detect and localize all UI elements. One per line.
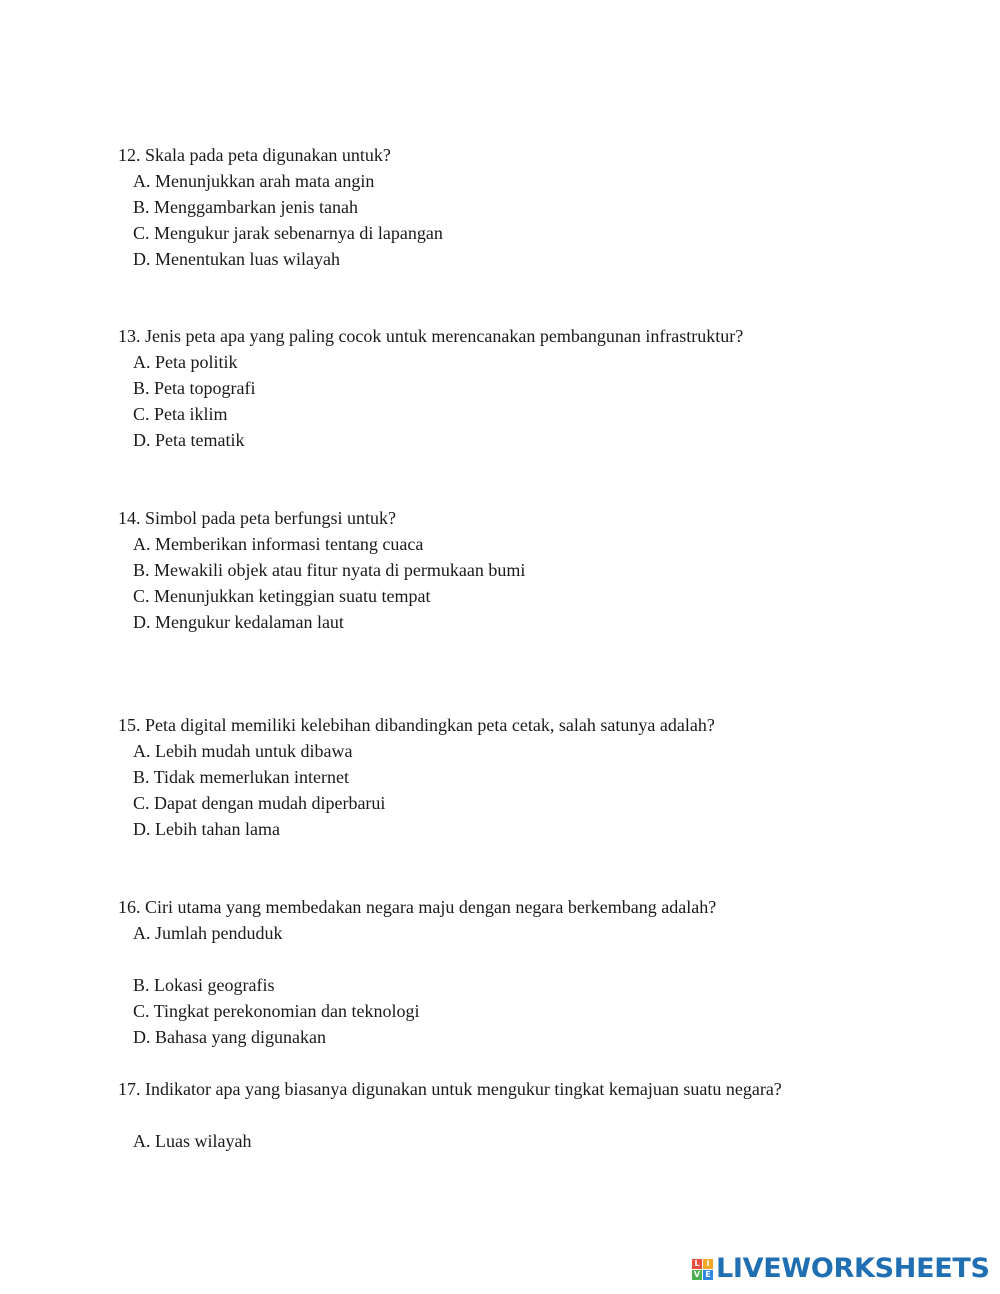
question-13-option-b[interactable]: B. Peta topografi <box>133 378 256 398</box>
logo-mark-tile: E <box>703 1270 713 1280</box>
question-15-option-b[interactable]: B. Tidak memerlukan internet <box>133 767 349 787</box>
question-12-text: 12. Skala pada peta digunakan untuk? <box>118 145 391 165</box>
question-13-option-a[interactable]: A. Peta politik <box>133 352 238 372</box>
question-12-option-c[interactable]: C. Mengukur jarak sebenarnya di lapangan <box>133 223 443 243</box>
logo-mark-tile: L <box>692 1259 702 1269</box>
question-16-option-d[interactable]: D. Bahasa yang digunakan <box>133 1027 326 1047</box>
question-14-option-d[interactable]: D. Mengukur kedalaman laut <box>133 612 344 632</box>
question-15-text: 15. Peta digital memiliki kelebihan dibandingkan peta cetak, salah satunya adalah? <box>118 715 715 735</box>
question-16-option-c[interactable]: C. Tingkat perekonomian dan teknologi <box>133 1001 420 1021</box>
question-12-option-d[interactable]: D. Menentukan luas wilayah <box>133 249 340 269</box>
question-17-option-a[interactable]: A. Luas wilayah <box>133 1131 252 1151</box>
liveworksheets-logo <box>692 1253 990 1285</box>
logo-mark-icon <box>692 1259 713 1280</box>
question-16-option-b[interactable]: B. Lokasi geografis <box>133 975 275 995</box>
question-15-option-c[interactable]: C. Dapat dengan mudah diperbarui <box>133 793 386 813</box>
question-16-option-a[interactable]: A. Jumlah penduduk <box>133 923 283 943</box>
question-15-option-a[interactable]: A. Lebih mudah untuk dibawa <box>133 741 353 761</box>
question-13-option-c[interactable]: C. Peta iklim <box>133 404 228 424</box>
question-13-text: 13. Jenis peta apa yang paling cocok untuk merencanakan pembangunan infrastruktur? <box>118 326 744 346</box>
logo-text: LIVEWORKSHEETS <box>716 1253 990 1284</box>
question-17-text: 17. Indikator apa yang biasanya digunakan untuk mengukur tingkat kemajuan suatu negara? <box>118 1079 782 1099</box>
question-13-option-d[interactable]: D. Peta tematik <box>133 430 245 450</box>
question-16-text: 16. Ciri utama yang membedakan negara maju dengan negara berkembang adalah? <box>118 897 717 917</box>
logo-mark-tile: V <box>693 1269 701 1279</box>
question-14-text: 14. Simbol pada peta berfungsi untuk? <box>118 508 396 528</box>
question-12-option-b[interactable]: B. Menggambarkan jenis tanah <box>133 197 358 217</box>
logo-mark-tile: I <box>703 1259 713 1269</box>
question-12-option-a[interactable]: A. Menunjukkan arah mata angin <box>133 171 375 191</box>
question-15-option-d[interactable]: D. Lebih tahan lama <box>133 819 280 839</box>
question-14-option-c[interactable]: C. Menunjukkan ketinggian suatu tempat <box>133 586 431 606</box>
question-14-option-a[interactable]: A. Memberikan informasi tentang cuaca <box>133 534 424 554</box>
question-14-option-b[interactable]: B. Mewakili objek atau fitur nyata di permukaan bumi <box>133 560 526 580</box>
